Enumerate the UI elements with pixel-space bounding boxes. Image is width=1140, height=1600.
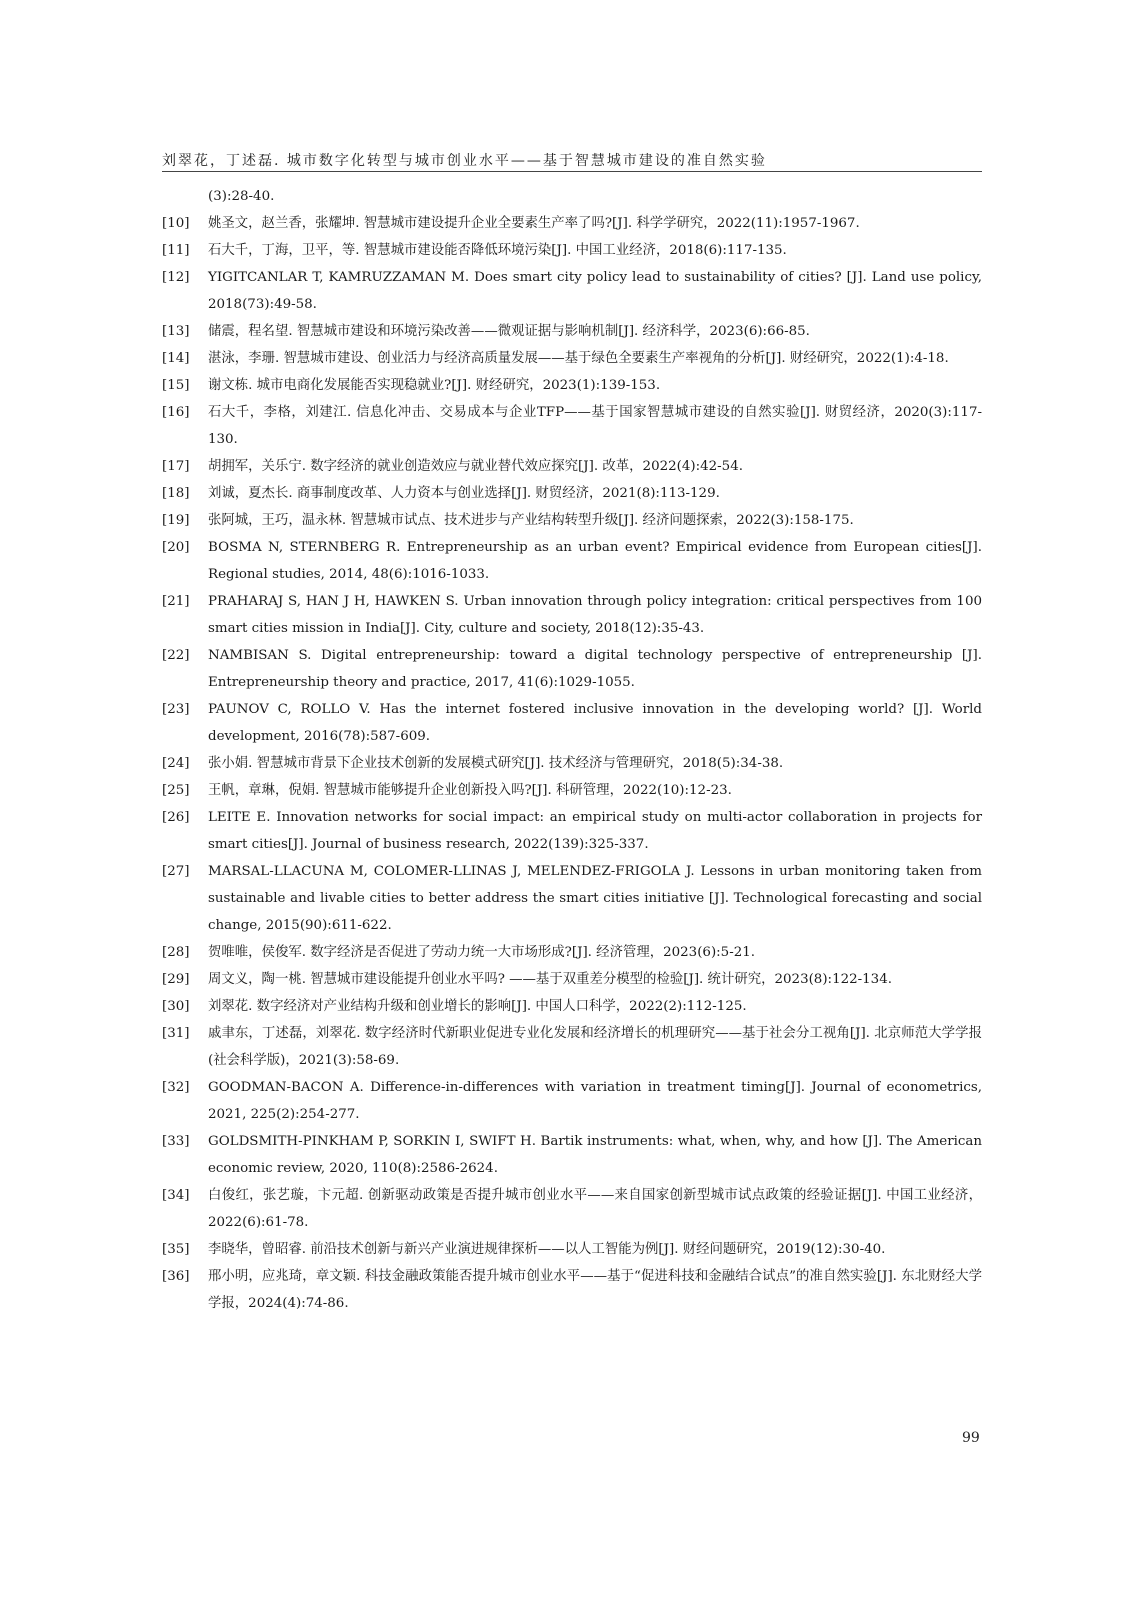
reference-number: [16] <box>162 405 190 420</box>
reference-item <box>162 399 982 453</box>
reference-text: 周文义，陶一桃. 智慧城市建设能提升创业水平吗? ——基于双重差分模型的检验[J]. 统计研究，2023(8):122-134. <box>208 972 892 987</box>
reference-item <box>162 588 982 642</box>
reference-item <box>162 993 982 1020</box>
reference-item <box>162 858 982 939</box>
reference-item <box>162 1020 982 1074</box>
reference-number: [27] <box>162 864 190 879</box>
reference-number: [34] <box>162 1188 190 1203</box>
reference-number: [20] <box>162 540 190 555</box>
reference-number: [19] <box>162 513 190 528</box>
reference-text: BOSMA N, STERNBERG R. Entrepreneurship as an urban event? Empirical evidence from European cities[J]. Regional studies, 2014, 48(6):1016-1033. <box>208 540 982 582</box>
reference-text: 刘诚，夏杰长. 商事制度改革、人力资本与创业选择[J]. 财贸经济，2021(8):113-129. <box>208 486 720 501</box>
reference-text: 胡拥军，关乐宁. 数字经济的就业创造效应与就业替代效应探究[J]. 改革，2022(4):42-54. <box>208 459 743 474</box>
reference-text: 谢文栋. 城市电商化发展能否实现稳就业?[J]. 财经研究，2023(1):139-153. <box>208 378 661 393</box>
reference-item <box>162 264 982 318</box>
reference-item <box>162 480 982 507</box>
reference-number: [10] <box>162 216 190 231</box>
reference-text: PRAHARAJ S, HAN J H, HAWKEN S. Urban innovation through policy integration: critical perspectives from 100 smart cities mission in India[J]. City, culture and society, 2018(12):35-43. <box>208 594 982 636</box>
reference-text: GOODMAN-BACON A. Difference-in-differences with variation in treatment timing[J]. Journal of econometrics, 2021, 225(2):254-277. <box>208 1080 982 1122</box>
reference-number: [22] <box>162 648 190 663</box>
reference-number: [13] <box>162 324 190 339</box>
reference-number: [24] <box>162 756 190 771</box>
header-rule <box>162 171 982 172</box>
reference-text: 储震，程名望. 智慧城市建设和环境污染改善——微观证据与影响机制[J]. 经济科学，2023(6):66-85. <box>208 324 810 339</box>
reference-number: [18] <box>162 486 190 501</box>
reference-number: [11] <box>162 243 190 258</box>
reference-item <box>162 507 982 534</box>
reference-number: [33] <box>162 1134 190 1149</box>
reference-number: [12] <box>162 270 190 285</box>
reference-text: 张小娟. 智慧城市背景下企业技术创新的发展模式研究[J]. 技术经济与管理研究，2018(5):34-38. <box>208 756 784 771</box>
reference-number: [29] <box>162 972 190 987</box>
page-number: 99 <box>962 1430 980 1446</box>
reference-text: GOLDSMITH-PINKHAM P, SORKIN I, SWIFT H. Bartik instruments: what, when, why, and how [J]. The American economic review, 2020, 110(8):2586-2624. <box>208 1134 982 1176</box>
reference-text: 刘翠花. 数字经济对产业结构升级和创业增长的影响[J]. 中国人口科学，2022(2):112-125. <box>208 999 747 1014</box>
reference-text: 石大千，丁海，卫平，等. 智慧城市建设能否降低环境污染[J]. 中国工业经济，2018(6):117-135. <box>208 243 787 258</box>
reference-number: [36] <box>162 1269 190 1284</box>
reference-item <box>162 345 982 372</box>
reference-item <box>162 237 982 264</box>
reference-text: 李晓华，曾昭睿. 前沿技术创新与新兴产业演进规律探析——以人工智能为例[J]. 财经问题研究，2019(12):30-40. <box>208 1242 886 1257</box>
reference-item <box>162 1074 982 1128</box>
reference-text: 姚圣文，赵兰香，张耀坤. 智慧城市建设提升企业全要素生产率了吗?[J]. 科学学研究，2022(11):1957-1967. <box>208 216 860 231</box>
reference-item <box>162 1263 982 1317</box>
reference-number: [23] <box>162 702 190 717</box>
reference-number: [21] <box>162 594 190 609</box>
reference-item <box>162 642 982 696</box>
reference-number: [15] <box>162 378 190 393</box>
reference-item <box>162 210 982 237</box>
reference-number: [25] <box>162 783 190 798</box>
reference-number: [31] <box>162 1026 190 1041</box>
reference-text: 湛泳，李珊. 智慧城市建设、创业活力与经济高质量发展——基于绿色全要素生产率视角的分析[J]. 财经研究，2022(1):4-18. <box>208 351 949 366</box>
reference-item <box>162 183 982 210</box>
reference-item <box>162 372 982 399</box>
reference-item <box>162 750 982 777</box>
reference-item <box>162 696 982 750</box>
reference-number: [17] <box>162 459 190 474</box>
reference-number: [30] <box>162 999 190 1014</box>
reference-item <box>162 966 982 993</box>
reference-item <box>162 1182 982 1236</box>
reference-number: [35] <box>162 1242 190 1257</box>
reference-list <box>162 183 982 1317</box>
reference-text: LEITE E. Innovation networks for social impact: an empirical study on multi-actor collaboration in projects for smart cities[J]. Journal of business research, 2022(139):325-337. <box>208 810 982 852</box>
reference-item <box>162 804 982 858</box>
reference-text: NAMBISAN S. Digital entrepreneurship: toward a digital technology perspective of entrepreneurship [J]. Entrepreneurship theory and practice, 2017, 41(6):1029-1055. <box>208 648 982 690</box>
reference-item <box>162 1128 982 1182</box>
reference-text: PAUNOV C, ROLLO V. Has the internet fostered inclusive innovation in the developing world? [J]. World development, 2016(78):587-609. <box>208 702 982 744</box>
reference-text: MARSAL-LLACUNA M, COLOMER-LLINAS J, MELENDEZ-FRIGOLA J. Lessons in urban monitoring taken from sustainable and livable cities to better address the smart cities initiative [J]. Technological forecasting and social change, 2015(90):611-622. <box>208 864 982 933</box>
reference-number: [28] <box>162 945 190 960</box>
reference-text: YIGITCANLAR T, KAMRUZZAMAN M. Does smart city policy lead to sustainability of cities? [J]. Land use policy, 2018(73):49-58. <box>208 270 982 312</box>
reference-number: [26] <box>162 810 190 825</box>
reference-text: 戚聿东，丁述磊，刘翠花. 数字经济时代新职业促进专业化发展和经济增长的机理研究——基于社会分工视角[J]. 北京师范大学学报(社会科学版)，2021(3):58-69. <box>208 1026 982 1068</box>
reference-text: (3):28-40. <box>208 189 275 204</box>
reference-item <box>162 453 982 480</box>
reference-text: 张阿城，王巧，温永林. 智慧城市试点、技术进步与产业结构转型升级[J]. 经济问题探索，2022(3):158-175. <box>208 513 854 528</box>
reference-text: 邢小明，应兆琦，章文颖. 科技金融政策能否提升城市创业水平——基于“促进科技和金融结合试点”的准自然实验[J]. 东北财经大学学报，2024(4):74-86. <box>208 1269 982 1311</box>
running-header: 刘翠花，丁述磊. 城市数字化转型与城市创业水平——基于智慧城市建设的准自然实验 <box>162 153 767 169</box>
reference-item <box>162 1236 982 1263</box>
reference-text: 王帆，章琳，倪娟. 智慧城市能够提升企业创新投入吗?[J]. 科研管理，2022(10):12-23. <box>208 783 732 798</box>
reference-item <box>162 777 982 804</box>
reference-item <box>162 318 982 345</box>
reference-number: [14] <box>162 351 190 366</box>
reference-text: 石大千，李格，刘建江. 信息化冲击、交易成本与企业TFP——基于国家智慧城市建设的自然实验[J]. 财贸经济，2020(3):117-130. <box>208 405 982 447</box>
reference-text: 贺唯唯，侯俊军. 数字经济是否促进了劳动力统一大市场形成?[J]. 经济管理，2023(6):5-21. <box>208 945 756 960</box>
reference-text: 白俊红，张艺璇，卞元超. 创新驱动政策是否提升城市创业水平——来自国家创新型城市试点政策的经验证据[J]. 中国工业经济，2022(6):61-78. <box>208 1188 982 1230</box>
reference-item <box>162 939 982 966</box>
reference-number: [32] <box>162 1080 190 1095</box>
reference-item <box>162 534 982 588</box>
